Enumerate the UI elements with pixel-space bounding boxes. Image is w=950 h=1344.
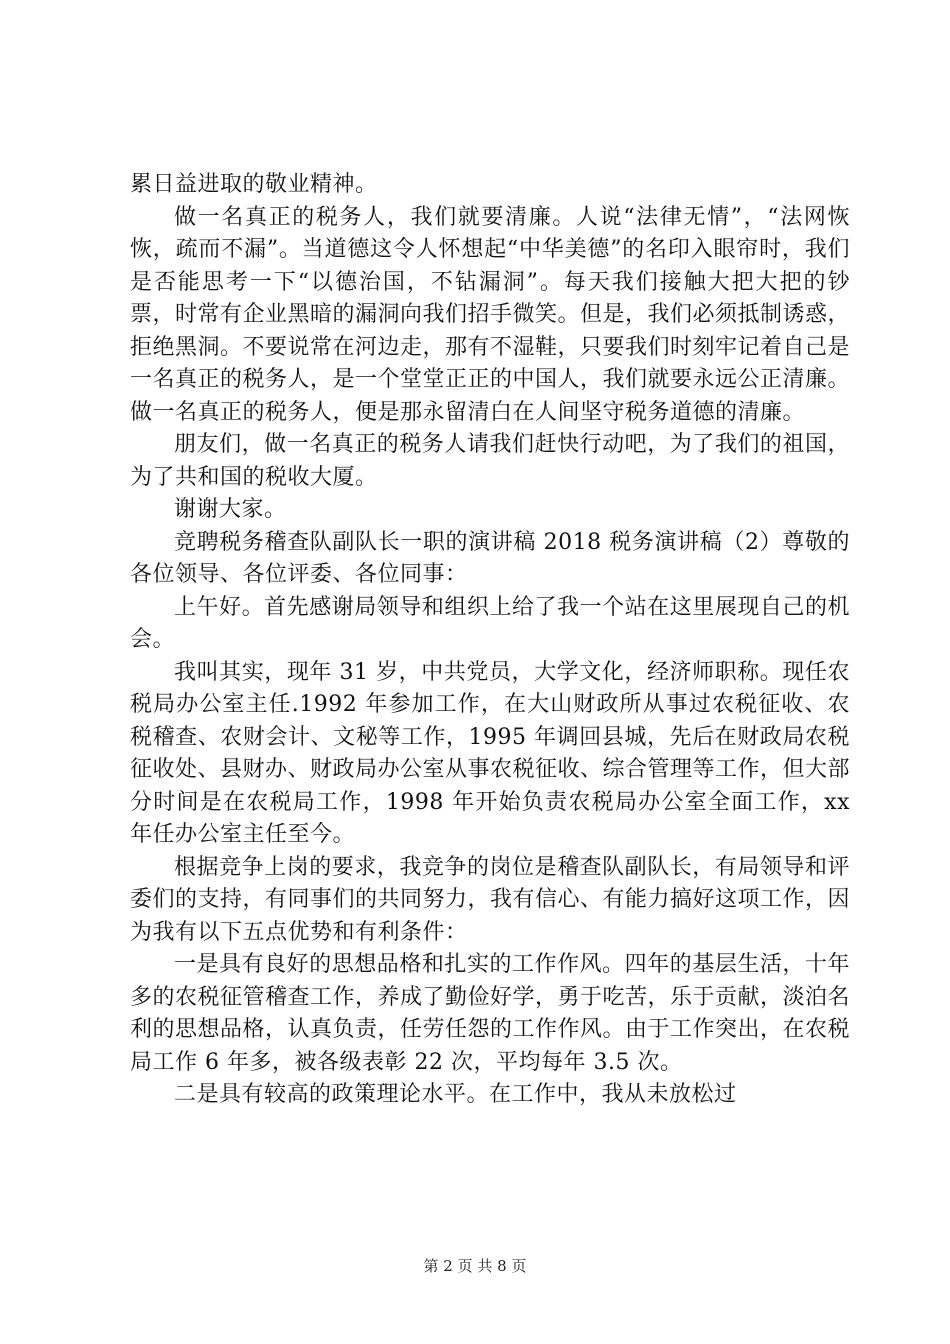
paragraph-1: 累日益进取的敬业精神。 (130, 172, 378, 197)
paragraph-7: 我叫其实，现年 31 岁，中共党员，大学文化，经济师职称。现任农税局办公室主任.1992 年参加工作，在大山财政所从事过农税征收、农税稽查、农财会计、文秘等工作，1995 年调回县城，先后在财政局农税征收处、县财办、财政局办公室从事农税征收、综合管理等工作，但大部分时间是在农税局工作，1998 年开始负责农税局办公室全面工作，xx 年任办公室主任至今。 (130, 659, 851, 847)
page-number: 第 2 页 共 8 页 (423, 1257, 527, 1275)
paragraph-10: 二是具有较高的政策理论水平。在工作中，我从未放松过 (174, 1082, 737, 1107)
document-body (130, 169, 850, 1112)
paragraph-8: 根据竞争上岗的要求，我竞争的岗位是稽查队副队长，有局领导和评委们的支持，有同事们的共同努力，我有信心、有能力搞好这项工作，因为我有以下五点优势和有利条件： (130, 854, 851, 945)
paragraph-3: 朋友们，做一名真正的税务人请我们赶快行动吧，为了我们的祖国，为了共和国的税收大厦。 (130, 432, 850, 490)
paragraph-2: 做一名真正的税务人，我们就要清廉。人说“法律无情”，“法网恢恢，疏而不漏”。当道德这令人怀想起“中华美德”的名印入眼帘时，我们是否能思考一下“以德治国，不钻漏洞”。每天我们接触大把大把的钞票，时常有企业黑暗的漏洞向我们招手微笑。但是，我们必须抵制诱惑，拒绝黑洞。不要说常在河边走，那有不湿鞋，只要我们时刻牢记着自己是一名真正的税务人，是一个堂堂正正的中国人，我们就要永远公正清廉。做一名真正的税务人，便是那永留清白在人间坚守税务道德的清廉。 (130, 204, 851, 425)
paragraph-4: 谢谢大家。 (174, 497, 287, 522)
paragraph-9: 一是具有良好的思想品格和扎实的工作作风。四年的基层生活，十年多的农税征管稽查工作，养成了勤俭好学，勇于吃苦，乐于贡献，淡泊名利的思想品格，认真负责，任劳任怨的工作作风。由于工作突出，在农税局工作 6 年多，被各级表彰 22 次，平均每年 3.5 次。 (130, 952, 851, 1075)
paragraph-6: 上午好。首先感谢局领导和组织上给了我一个站在这里展现自己的机会。 (130, 594, 850, 652)
paragraph-5: 竞聘税务稽查队副队长一职的演讲稿 2018 税务演讲稿（2）尊敬的各位领导、各位评委、各位同事： (130, 529, 850, 587)
